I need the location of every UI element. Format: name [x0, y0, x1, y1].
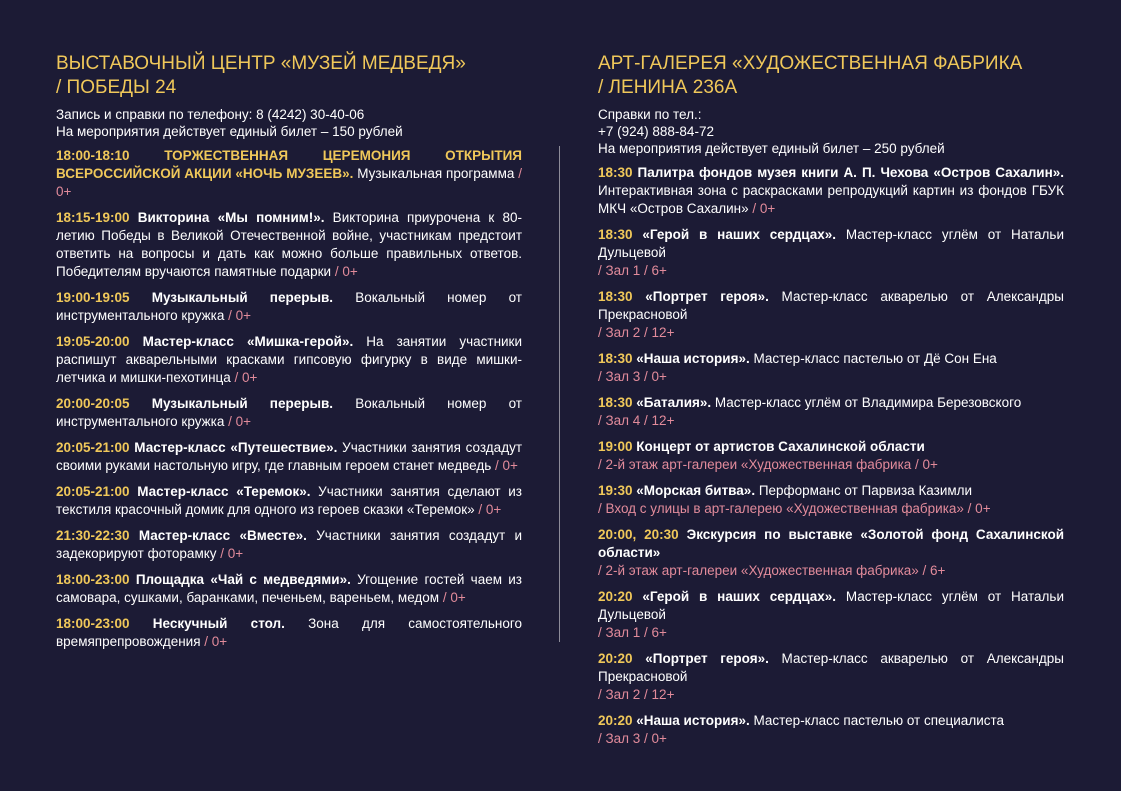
event-tag: / Зал 1 / 6+ — [598, 625, 667, 640]
left-info-line: На мероприятия действует единый билет – 150 рублей — [56, 124, 403, 139]
left-event — [56, 615, 522, 651]
event-desc: Мастер-класс акварелью от Александры Прекрасновой — [598, 289, 1064, 322]
event-title: «Наша история». — [632, 351, 750, 366]
event-tag: / Зал 3 / 0+ — [598, 731, 667, 746]
event-time: 18:00-23:00 — [56, 572, 130, 587]
event-title: Нескучный стол. — [129, 616, 285, 631]
event-desc: Вокальный номер от инструментального кружка — [56, 290, 522, 323]
left-venue-info — [56, 106, 522, 140]
event-tag: / 0+ — [224, 308, 251, 323]
event-title: Мастер-класс «Теремок». — [129, 484, 311, 499]
left-event — [56, 289, 522, 325]
right-venue-title: АРТ-ГАЛЕРЕЯ «ХУДОЖЕСТВЕННАЯ ФАБРИКА / ЛЕНИНА 236А — [598, 53, 1023, 98]
right-event — [598, 650, 1064, 704]
event-title: Экскурсия по выставке «Золотой фонд Сахалинской области» — [598, 527, 1065, 560]
event-desc: Вокальный номер от инструментального кружка — [56, 396, 522, 429]
event-desc: Мастер-класс пастелью от Дё Сон Ена — [749, 351, 997, 366]
event-title: Концерт от артистов Сахалинской области — [632, 439, 925, 454]
event-desc: На занятии участники распишут акварельными красками гипсовую фигурку в виде мишки-летчика и мишки-пехотинца — [56, 334, 523, 385]
event-desc: Мастер-класс пастелью от специалиста — [749, 713, 1005, 728]
event-desc: Участники занятия сделают из текстиля красочный домик для одного из героев сказки «Теремок» — [56, 484, 522, 517]
right-info-line: На мероприятия действует единый билет – 250 рублей — [598, 141, 945, 156]
event-time: 19:00 — [598, 439, 633, 454]
event-time: 18:30 — [598, 289, 633, 304]
event-time: 18:30 — [598, 351, 633, 366]
event-tag: / 0+ — [491, 458, 518, 473]
event-time: 20:20 — [598, 713, 633, 728]
right-event — [598, 588, 1064, 642]
event-tag: / Зал 2 / 12+ — [598, 325, 675, 340]
right-venue-info — [598, 106, 1064, 157]
right-event — [598, 526, 1064, 580]
event-time: 18:30 — [598, 165, 633, 180]
event-tag: / 0+ — [748, 201, 776, 216]
event-title: «Герой в наших сердцах». — [632, 227, 837, 242]
right-event — [598, 164, 1064, 218]
left-event — [56, 333, 522, 387]
event-time: 18:30 — [598, 227, 633, 242]
event-title: Мастер-класс «Вместе». — [129, 528, 307, 543]
right-info-line: +7 (924) 888-84-72 — [598, 124, 714, 139]
right-event — [598, 226, 1064, 280]
event-title: «Герой в наших сердцах». — [632, 589, 837, 604]
event-title: Мастер-класс «Путешествие». — [129, 440, 338, 455]
right-column — [598, 52, 1064, 748]
event-time: 20:00, 20:30 — [598, 527, 679, 542]
event-tag: / 0+ — [230, 370, 258, 385]
event-title: Площадка «Чай с медведями». — [129, 572, 351, 587]
event-title: Мастер-класс «Мишка-герой». — [129, 334, 354, 349]
event-title: Музыкальный перерыв. — [129, 290, 334, 305]
left-event — [56, 527, 522, 563]
left-event — [56, 209, 522, 281]
event-title: «Баталия». — [632, 395, 712, 410]
event-tag: / Зал 2 / 12+ — [598, 687, 675, 702]
event-desc: Музыкальная программа — [353, 166, 515, 181]
event-desc: Мастер-класс акварелью от Александры Прекрасновой — [598, 651, 1064, 684]
event-time: 21:30-22:30 — [56, 528, 130, 543]
event-title: «Морская битва». — [632, 483, 756, 498]
right-info-line: Справки по тел.: — [598, 107, 702, 122]
event-time: 20:20 — [598, 589, 633, 604]
event-desc: Мастер-класс углём от Натальи Дульцевой — [598, 227, 1064, 260]
event-tag: / 2-й этаж арт-галереи «Художественная фабрика» / 6+ — [598, 563, 946, 578]
event-desc: Интерактивная зона с раскрасками репродукций картин из фондов ГБУК МКЧ «Остров Сахалин» — [598, 183, 1064, 216]
event-title: Викторина «Мы помним!». — [129, 210, 325, 225]
event-title: Палитра фондов музея книги А. П. Чехова «Остров Сахалин». — [632, 165, 1064, 180]
event-desc: Зона для самостоятельного времяпрепровождения — [56, 616, 522, 649]
left-event — [56, 395, 522, 431]
left-column — [56, 52, 522, 651]
event-tag: / 0+ — [200, 634, 228, 649]
event-time: 19:30 — [598, 483, 633, 498]
event-title: «Наша история». — [632, 713, 750, 728]
event-time: 20:05-21:00 — [56, 440, 130, 455]
event-time: 18:15-19:00 — [56, 210, 130, 225]
event-tag: / 0+ — [224, 414, 251, 429]
right-event — [598, 394, 1064, 430]
event-desc: Перформанс от Парвиза Казимли — [755, 483, 973, 498]
event-desc: Мастер-класс углём от Натальи Дульцевой — [598, 589, 1064, 622]
event-desc: Викторина приурочена к 80-летию Победы в Великой Отечественной войне, участникам предстоит ответить на вопросы и дать как можно больше правильных ответов. Победителям вручаются памятные подарки — [56, 210, 522, 279]
event-time: 20:20 — [598, 651, 633, 666]
event-time: 18:30 — [598, 395, 633, 410]
event-tag: / Зал 1 / 6+ — [598, 263, 667, 278]
event-time: 18:00-18:10 ТОРЖЕСТВЕННАЯ ЦЕРЕМОНИЯ ОТКРЫТИЯ ВСЕРОССИЙСКОЙ АКЦИИ «НОЧЬ МУЗЕЕВ». — [56, 148, 522, 181]
event-tag: / Зал 3 / 0+ — [598, 369, 667, 384]
event-tag: / 2-й этаж арт-галереи «Художественная фабрика / 0+ — [598, 457, 938, 472]
event-time: 20:05-21:00 — [56, 484, 130, 499]
event-tag: / Вход с улицы в арт-галерею «Художественная фабрика» / 0+ — [598, 501, 991, 516]
event-time: 20:00-20:05 — [56, 396, 130, 411]
column-divider — [559, 146, 560, 642]
left-event — [56, 439, 522, 475]
event-tag: / 0+ — [474, 502, 502, 517]
right-event — [598, 288, 1064, 342]
event-title: «Портрет героя». — [632, 651, 769, 666]
left-event — [56, 147, 522, 201]
left-info-line: Запись и справки по телефону: 8 (4242) 30-40-06 — [56, 107, 365, 122]
event-tag: / Зал 4 / 12+ — [598, 413, 675, 428]
left-venue-title: ВЫСТАВОЧНЫЙ ЦЕНТР «МУЗЕЙ МЕДВЕДЯ» / ПОБЕДЫ 24 — [56, 53, 466, 98]
left-event — [56, 483, 522, 519]
right-event — [598, 438, 1064, 474]
event-time: 18:00-23:00 — [56, 616, 130, 631]
event-time: 19:00-19:05 — [56, 290, 130, 305]
event-tag: / 0+ — [439, 590, 466, 605]
event-tag: / 0+ — [216, 546, 244, 561]
event-title: Музыкальный перерыв. — [129, 396, 334, 411]
event-title: «Портрет героя». — [632, 289, 769, 304]
event-tag: / 0+ — [56, 166, 522, 199]
event-desc: Участники занятия создадут и задекорируют фоторамку — [56, 528, 522, 561]
event-time: 19:05-20:00 — [56, 334, 130, 349]
event-desc: Угощение гостей чаем из самовара, сушками, баранками, печеньем, вареньем, медом — [56, 572, 522, 605]
left-event — [56, 571, 522, 607]
event-tag: / 0+ — [331, 264, 358, 279]
right-event — [598, 712, 1064, 748]
event-desc: Участники занятия создадут своими руками настольную игру, где главным героем станет медведь — [56, 440, 523, 473]
event-desc: Мастер-класс углём от Владимира Березовского — [711, 395, 1022, 410]
right-event — [598, 482, 1064, 518]
right-event — [598, 350, 1064, 386]
